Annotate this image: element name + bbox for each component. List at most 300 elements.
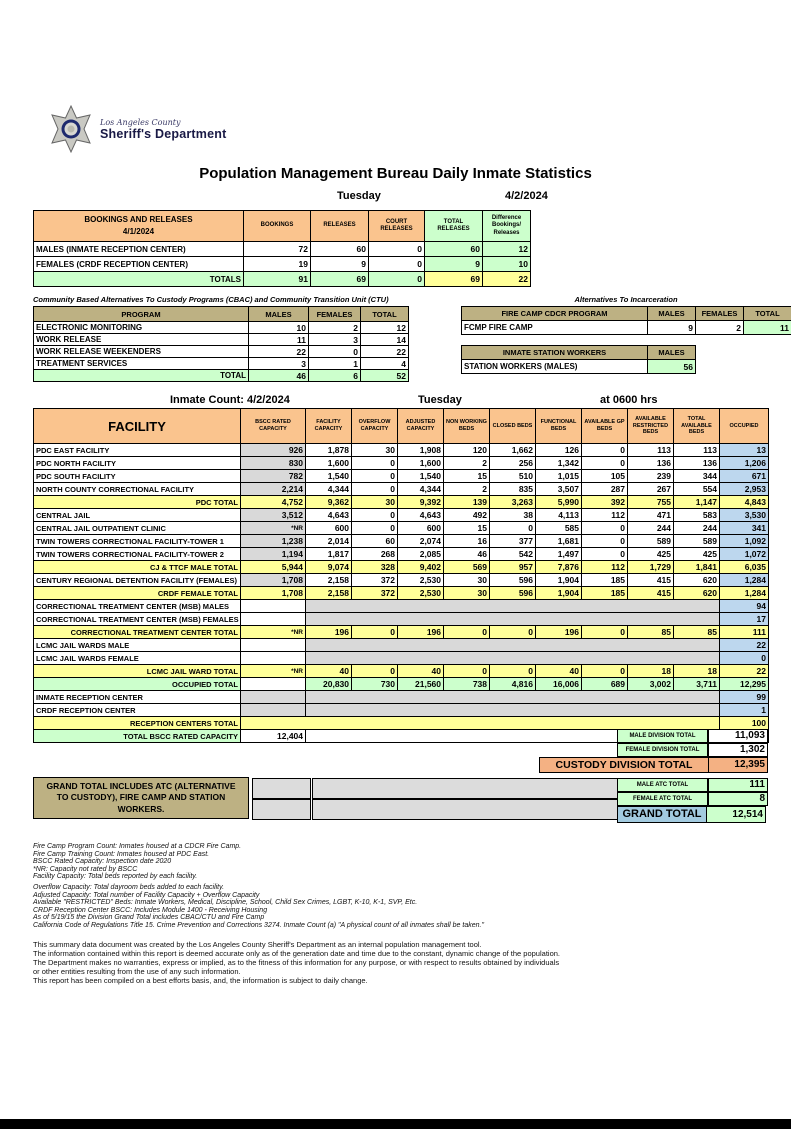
facility-row [34, 587, 769, 600]
bookings-row [34, 257, 531, 272]
value-cell: 0 [352, 665, 398, 678]
occupied-cell: 22 [720, 639, 769, 652]
custody-division-total-label: CUSTODY DIVISION TOTAL [539, 757, 709, 773]
value-cell: 2,085 [398, 548, 444, 561]
facility-row [34, 574, 769, 587]
cbac-row [34, 322, 409, 334]
value-cell: 5,990 [536, 496, 582, 509]
report-date: 4/2/2024 [505, 190, 548, 202]
facility-row [34, 548, 769, 561]
cbac-body [34, 322, 409, 382]
cbac-table [33, 306, 409, 382]
cbac-title: Community Based Alternatives To Custody Programs (CBAC) and Community Transition Unit (CTU) [33, 295, 429, 306]
value-cell: 9 [311, 257, 369, 272]
value-cell: 542 [490, 548, 536, 561]
col-total: TOTAL [361, 307, 409, 322]
value-cell: 11 [744, 321, 791, 335]
facility-label: CORRECTIONAL TREATMENT CENTER (MSB) MALES [34, 600, 241, 613]
value-cell: 52 [361, 370, 409, 382]
value-cell: 9 [648, 321, 696, 335]
value-cell: 0 [352, 457, 398, 470]
facility-row [34, 535, 769, 548]
weekday-label: Tuesday [337, 190, 381, 202]
value-cell: 415 [628, 574, 674, 587]
occupied-cell: 1 [720, 704, 769, 717]
totals-label: TOTALS [34, 272, 244, 287]
disclaimer [33, 940, 791, 985]
station-workers-table [461, 345, 696, 374]
fire-camp-table [461, 306, 791, 335]
value-cell: 10 [483, 257, 531, 272]
facility-table [33, 408, 769, 743]
value-cell: 40 [306, 665, 352, 678]
value-cell: 20,830 [306, 678, 352, 691]
totals-label: TOTAL [34, 370, 249, 382]
col-facility: FACILITY [34, 409, 241, 444]
caption-weekday: Tuesday [418, 394, 462, 406]
value-cell: 4,113 [536, 509, 582, 522]
col-court-releases: COURT RELEASES [369, 211, 425, 242]
male-atc-total-value: 111 [708, 778, 768, 792]
value-cell: 244 [628, 522, 674, 535]
value-cell: 85 [674, 626, 720, 639]
bscc-cell: 1,708 [241, 587, 306, 600]
merged-cell [306, 691, 720, 704]
value-cell: 136 [674, 457, 720, 470]
value-cell: 11 [249, 334, 309, 346]
division-totals [539, 729, 768, 773]
col-occupied: OCCUPIED [720, 409, 769, 444]
bscc-cell: *NR [241, 522, 306, 535]
footnote-line: Available "RESTRICTED" Beds: Inmate Workers, Medical, Discipline, School, Child Sex Crimes, LGBT, K-10, K-1, SVP, Etc. [33, 899, 791, 907]
value-cell: 0 [582, 548, 628, 561]
value-cell: 2,530 [398, 574, 444, 587]
date-row [0, 190, 791, 204]
value-cell: 0 [444, 626, 490, 639]
value-cell: 492 [444, 509, 490, 522]
report-title: Population Management Bureau Daily Inmate Statistics [0, 165, 791, 182]
footnote-line: Adjusted Capacity: Total number of Facility Capacity + Overflow Capacity [33, 892, 791, 900]
female-atc-total-value: 8 [708, 792, 768, 806]
male-division-total-value: 11,093 [708, 729, 768, 743]
value-cell: 30 [444, 587, 490, 600]
facility-row [34, 691, 769, 704]
female-atc-total-row [617, 792, 768, 806]
bookings-body [34, 242, 531, 287]
facility-label: TOTAL BSCC RATED CAPACITY [34, 730, 241, 743]
value-cell: 60 [425, 242, 483, 257]
value-cell: 3 [249, 358, 309, 370]
facility-row [34, 704, 769, 717]
occupied-cell: 6,035 [720, 561, 769, 574]
value-cell: 2 [444, 457, 490, 470]
value-cell: 0 [490, 522, 536, 535]
col-males: MALES [648, 346, 696, 360]
bookings-title-line2: 4/1/2024 [36, 226, 241, 238]
station-workers-row [462, 360, 696, 374]
page-bottom-bar [0, 1119, 791, 1129]
facility-row [34, 613, 769, 626]
value-cell: 415 [628, 587, 674, 600]
value-cell: 22 [361, 346, 409, 358]
bscc-cell [241, 613, 306, 626]
value-cell: 0 [490, 626, 536, 639]
value-cell: 18 [674, 665, 720, 678]
value-cell: 72 [244, 242, 311, 257]
value-cell: 2 [444, 483, 490, 496]
value-cell: 1,147 [674, 496, 720, 509]
footnote-line: Overflow Capacity: Total dayroom beds added to each facility. [33, 884, 791, 892]
grand-spacer-cell [252, 799, 311, 820]
value-cell: 0 [352, 470, 398, 483]
value-cell: 14 [361, 334, 409, 346]
facility-label: LCMC JAIL WARDS FEMALE [34, 652, 241, 665]
value-cell: 40 [536, 665, 582, 678]
value-cell: 10 [249, 322, 309, 334]
col-females: FEMALES [309, 307, 361, 322]
value-cell: 9,074 [306, 561, 352, 574]
facility-body [34, 444, 769, 743]
value-cell: 0 [582, 457, 628, 470]
facility-section [33, 408, 768, 743]
facility-row [34, 509, 769, 522]
value-cell: 2 [696, 321, 744, 335]
value-cell: 4,344 [306, 483, 352, 496]
value-cell: 554 [674, 483, 720, 496]
facility-label: TWIN TOWERS CORRECTIONAL FACILITY-TOWER 2 [34, 548, 241, 561]
merged-cell [241, 717, 720, 730]
value-cell: 69 [425, 272, 483, 287]
value-cell: 1,841 [674, 561, 720, 574]
value-cell: 1,817 [306, 548, 352, 561]
value-cell: 19 [244, 257, 311, 272]
value-cell: 585 [536, 522, 582, 535]
bscc-cell [241, 639, 306, 652]
value-cell: 2,158 [306, 574, 352, 587]
bookings-table [33, 210, 531, 287]
col-fire-camp-program: FIRE CAMP CDCR PROGRAM [462, 307, 648, 321]
value-cell: 22 [483, 272, 531, 287]
occupied-cell: 111 [720, 626, 769, 639]
bscc-cell [241, 678, 306, 691]
value-cell: 267 [628, 483, 674, 496]
bscc-cell [241, 652, 306, 665]
merged-cell [306, 613, 720, 626]
bscc-cell: 782 [241, 470, 306, 483]
bscc-cell [241, 600, 306, 613]
footnote-line: CRDF Reception Center BSCC: Includes Module 1400 - Receiving Housing [33, 907, 791, 915]
custody-division-total-row [539, 757, 768, 773]
value-cell: 0 [582, 444, 628, 457]
bscc-total-cell: 12,404 [241, 730, 306, 743]
row-label: FCMP FIRE CAMP [462, 321, 648, 335]
value-cell: 30 [444, 574, 490, 587]
footnote-line: California Code of Regulations Title 15. Crime Prevention and Corrections 3274. Inmate Count (a) "A physical count of all inmates shall be taken." [33, 922, 791, 930]
value-cell: 730 [352, 678, 398, 691]
occupied-cell: 1,284 [720, 574, 769, 587]
occupied-cell: 1,092 [720, 535, 769, 548]
facility-row [34, 457, 769, 470]
value-cell: 105 [582, 470, 628, 483]
value-cell: 56 [648, 360, 696, 374]
col-males: MALES [249, 307, 309, 322]
female-division-total-value: 1,302 [708, 743, 768, 757]
value-cell: 471 [628, 509, 674, 522]
value-cell: 0 [582, 665, 628, 678]
value-cell: 1,342 [536, 457, 582, 470]
value-cell: 0 [582, 535, 628, 548]
value-cell: 510 [490, 470, 536, 483]
bscc-cell: 1,708 [241, 574, 306, 587]
custody-division-total-value: 12,395 [709, 757, 768, 773]
col-bscc-rated-capacity: BSCC RATED CAPACITY [241, 409, 306, 444]
value-cell: 21,560 [398, 678, 444, 691]
fire-camp-header-row [462, 307, 791, 321]
value-cell: 12 [483, 242, 531, 257]
value-cell: 569 [444, 561, 490, 574]
value-cell: 738 [444, 678, 490, 691]
facility-label: CRDF RECEPTION CENTER [34, 704, 241, 717]
value-cell: 46 [444, 548, 490, 561]
disclaimer-line: This summary data document was created by the Los Angeles County Sheriff's Department as an internal population management tool. [33, 940, 791, 949]
occupied-cell: 100 [720, 717, 769, 730]
value-cell: 835 [490, 483, 536, 496]
value-cell: 372 [352, 587, 398, 600]
col-males: MALES [648, 307, 696, 321]
cbac-row [34, 334, 409, 346]
cbac-total-row [34, 370, 409, 382]
value-cell: 1,662 [490, 444, 536, 457]
value-cell: 1,540 [398, 470, 444, 483]
value-cell: 425 [628, 548, 674, 561]
bscc-cell [241, 704, 306, 717]
occupied-cell: 341 [720, 522, 769, 535]
facility-label: OCCUPIED TOTAL [34, 678, 241, 691]
value-cell: 689 [582, 678, 628, 691]
facility-row [34, 561, 769, 574]
programs-section [33, 295, 791, 382]
value-cell: 0 [369, 272, 425, 287]
disclaimer-line: The information contained within this report is deemed accurate only as of the generation date and time due to the constant, dynamic change of the population. [33, 949, 791, 958]
col-releases: RELEASES [311, 211, 369, 242]
value-cell: 9,392 [398, 496, 444, 509]
value-cell: 372 [352, 574, 398, 587]
bscc-cell: 5,944 [241, 561, 306, 574]
value-cell: 12 [361, 322, 409, 334]
cbac-row [34, 358, 409, 370]
bscc-cell: 4,752 [241, 496, 306, 509]
facility-header-row [34, 409, 769, 444]
col-females: FEMALES [696, 307, 744, 321]
value-cell: 425 [674, 548, 720, 561]
female-division-total-label: FEMALE DIVISION TOTAL [617, 743, 708, 757]
value-cell: 60 [352, 535, 398, 548]
value-cell: 1,729 [628, 561, 674, 574]
facility-row [34, 496, 769, 509]
disclaimer-line: The Department makes no warranties, express or implied, as to the fitness of this information for any purpose, or with respect to results obtained by individuals [33, 958, 791, 967]
value-cell: 18 [628, 665, 674, 678]
col-bookings: BOOKINGS [244, 211, 311, 242]
value-cell: 0 [369, 242, 425, 257]
disclaimer-line: or other entities resulting from the use of any such information. [33, 967, 791, 976]
bscc-cell: 3,512 [241, 509, 306, 522]
value-cell: 15 [444, 522, 490, 535]
bscc-cell: 2,214 [241, 483, 306, 496]
footnote-line: Fire Camp Program Count: Inmates housed at a CDCR Fire Camp. [33, 843, 791, 851]
facility-label: INMATE RECEPTION CENTER [34, 691, 241, 704]
row-label: STATION WORKERS (MALES) [462, 360, 648, 374]
col-total-releases: TOTAL RELEASES [425, 211, 483, 242]
sheriff-star-icon [48, 105, 94, 153]
bookings-header-row [34, 211, 531, 242]
value-cell: 0 [490, 665, 536, 678]
value-cell: 0 [352, 483, 398, 496]
occupied-cell: 12,295 [720, 678, 769, 691]
value-cell: 22 [249, 346, 309, 358]
occupied-cell: 0 [720, 652, 769, 665]
value-cell: 9 [425, 257, 483, 272]
merged-cell [306, 652, 720, 665]
value-cell: 6 [309, 370, 361, 382]
facility-row [34, 665, 769, 678]
value-cell: 344 [674, 470, 720, 483]
value-cell: 0 [352, 509, 398, 522]
footnote-line: As of 5/19/15 the Division Grand Total includes CBAC/CTU and Fire Camp [33, 914, 791, 922]
merged-cell [306, 639, 720, 652]
facility-row [34, 522, 769, 535]
col-available-gp-beds: AVAILABLE GP BEDS [582, 409, 628, 444]
value-cell: 1,497 [536, 548, 582, 561]
value-cell: 2,014 [306, 535, 352, 548]
value-cell: 589 [628, 535, 674, 548]
facility-label: CENTRAL JAIL [34, 509, 241, 522]
female-division-total-row [539, 743, 768, 757]
cbac-header-row [34, 307, 409, 322]
facility-label: NORTH COUNTY CORRECTIONAL FACILITY [34, 483, 241, 496]
value-cell: 239 [628, 470, 674, 483]
inmate-count-label: Inmate Count: 4/2/2024 [170, 394, 290, 406]
value-cell: 4,643 [398, 509, 444, 522]
value-cell: 620 [674, 587, 720, 600]
value-cell: 38 [490, 509, 536, 522]
value-cell: 596 [490, 587, 536, 600]
grand-total-note: GRAND TOTAL INCLUDES ATC (ALTERNATIVE TO CUSTODY), FIRE CAMP AND STATION WORKERS. [33, 777, 249, 819]
grand-total-row [617, 806, 768, 823]
facility-label: CENTRAL JAIL OUTPATIENT CLINIC [34, 522, 241, 535]
value-cell: 2 [309, 322, 361, 334]
facility-caption [33, 394, 791, 407]
bscc-cell: 1,194 [241, 548, 306, 561]
bscc-cell: *NR [241, 665, 306, 678]
grand-total-value: 12,514 [707, 806, 766, 823]
value-cell: 112 [582, 561, 628, 574]
facility-label: TWIN TOWERS CORRECTIONAL FACILITY-TOWER 1 [34, 535, 241, 548]
value-cell: 244 [674, 522, 720, 535]
footnote-line: *NR: Capacity not rated by BSCC [33, 866, 791, 874]
bscc-cell: 830 [241, 457, 306, 470]
occupied-cell: 17 [720, 613, 769, 626]
value-cell: 2,530 [398, 587, 444, 600]
caption-time: at 0600 hrs [600, 394, 657, 406]
grand-spacer-cell [312, 778, 646, 799]
value-cell: 1 [309, 358, 361, 370]
value-cell: 91 [244, 272, 311, 287]
bookings-totals-row [34, 272, 531, 287]
occupied-cell: 22 [720, 665, 769, 678]
facility-row [34, 717, 769, 730]
facility-row [34, 626, 769, 639]
bscc-cell: *NR [241, 626, 306, 639]
male-division-total-row [539, 729, 768, 743]
footnote-line: Facility Capacity: Total beds reported by each facility. [33, 873, 791, 881]
col-total: TOTAL [744, 307, 791, 321]
facility-label: PDC EAST FACILITY [34, 444, 241, 457]
col-available-restricted-beds: AVAILABLE RESTRICTED BEDS [628, 409, 674, 444]
value-cell: 2,074 [398, 535, 444, 548]
value-cell: 268 [352, 548, 398, 561]
row-label: ELECTRONIC MONITORING [34, 322, 249, 334]
value-cell: 1,904 [536, 587, 582, 600]
facility-label: CJ & TTCF MALE TOTAL [34, 561, 241, 574]
grand-spacer-cell [252, 778, 311, 799]
cbac-row [34, 346, 409, 358]
value-cell: 9,402 [398, 561, 444, 574]
footnotes [33, 843, 791, 930]
value-cell: 139 [444, 496, 490, 509]
value-cell: 957 [490, 561, 536, 574]
facility-label: PDC NORTH FACILITY [34, 457, 241, 470]
value-cell: 377 [490, 535, 536, 548]
col-functional-beds: FUNCTIONAL BEDS [536, 409, 582, 444]
value-cell: 1,908 [398, 444, 444, 457]
value-cell: 600 [398, 522, 444, 535]
male-atc-total-row [617, 778, 768, 792]
bscc-cell: 1,238 [241, 535, 306, 548]
value-cell: 185 [582, 574, 628, 587]
bscc-cell [241, 691, 306, 704]
value-cell: 85 [628, 626, 674, 639]
value-cell: 60 [311, 242, 369, 257]
facility-label: CENTURY REGIONAL DETENTION FACILITY (FEMALES) [34, 574, 241, 587]
value-cell: 1,681 [536, 535, 582, 548]
value-cell: 1,540 [306, 470, 352, 483]
value-cell: 136 [628, 457, 674, 470]
value-cell: 589 [674, 535, 720, 548]
facility-label: CORRECTIONAL TREATMENT CENTER (MSB) FEMALES [34, 613, 241, 626]
value-cell: 583 [674, 509, 720, 522]
value-cell: 620 [674, 574, 720, 587]
value-cell: 113 [628, 444, 674, 457]
facility-row [34, 652, 769, 665]
footnote-line: Fire Camp Training Count: Inmates housed at PDC East. [33, 851, 791, 859]
col-non-working-beds: NON WORKING BEDS [444, 409, 490, 444]
value-cell: 1,015 [536, 470, 582, 483]
row-label: WORK RELEASE [34, 334, 249, 346]
occupied-cell: 3,530 [720, 509, 769, 522]
value-cell: 3,263 [490, 496, 536, 509]
value-cell: 4,816 [490, 678, 536, 691]
value-cell: 4 [361, 358, 409, 370]
bookings-title-line1: BOOKINGS AND RELEASES [36, 214, 241, 226]
col-overflow-capacity: OVERFLOW CAPACITY [352, 409, 398, 444]
facility-label: PDC TOTAL [34, 496, 241, 509]
facility-label: CORRECTIONAL TREATMENT CENTER TOTAL [34, 626, 241, 639]
facility-label: PDC SOUTH FACILITY [34, 470, 241, 483]
grand-spacer-cell [312, 799, 646, 820]
col-closed-beds: CLOSED BEDS [490, 409, 536, 444]
occupied-cell: 1,206 [720, 457, 769, 470]
value-cell: 40 [398, 665, 444, 678]
